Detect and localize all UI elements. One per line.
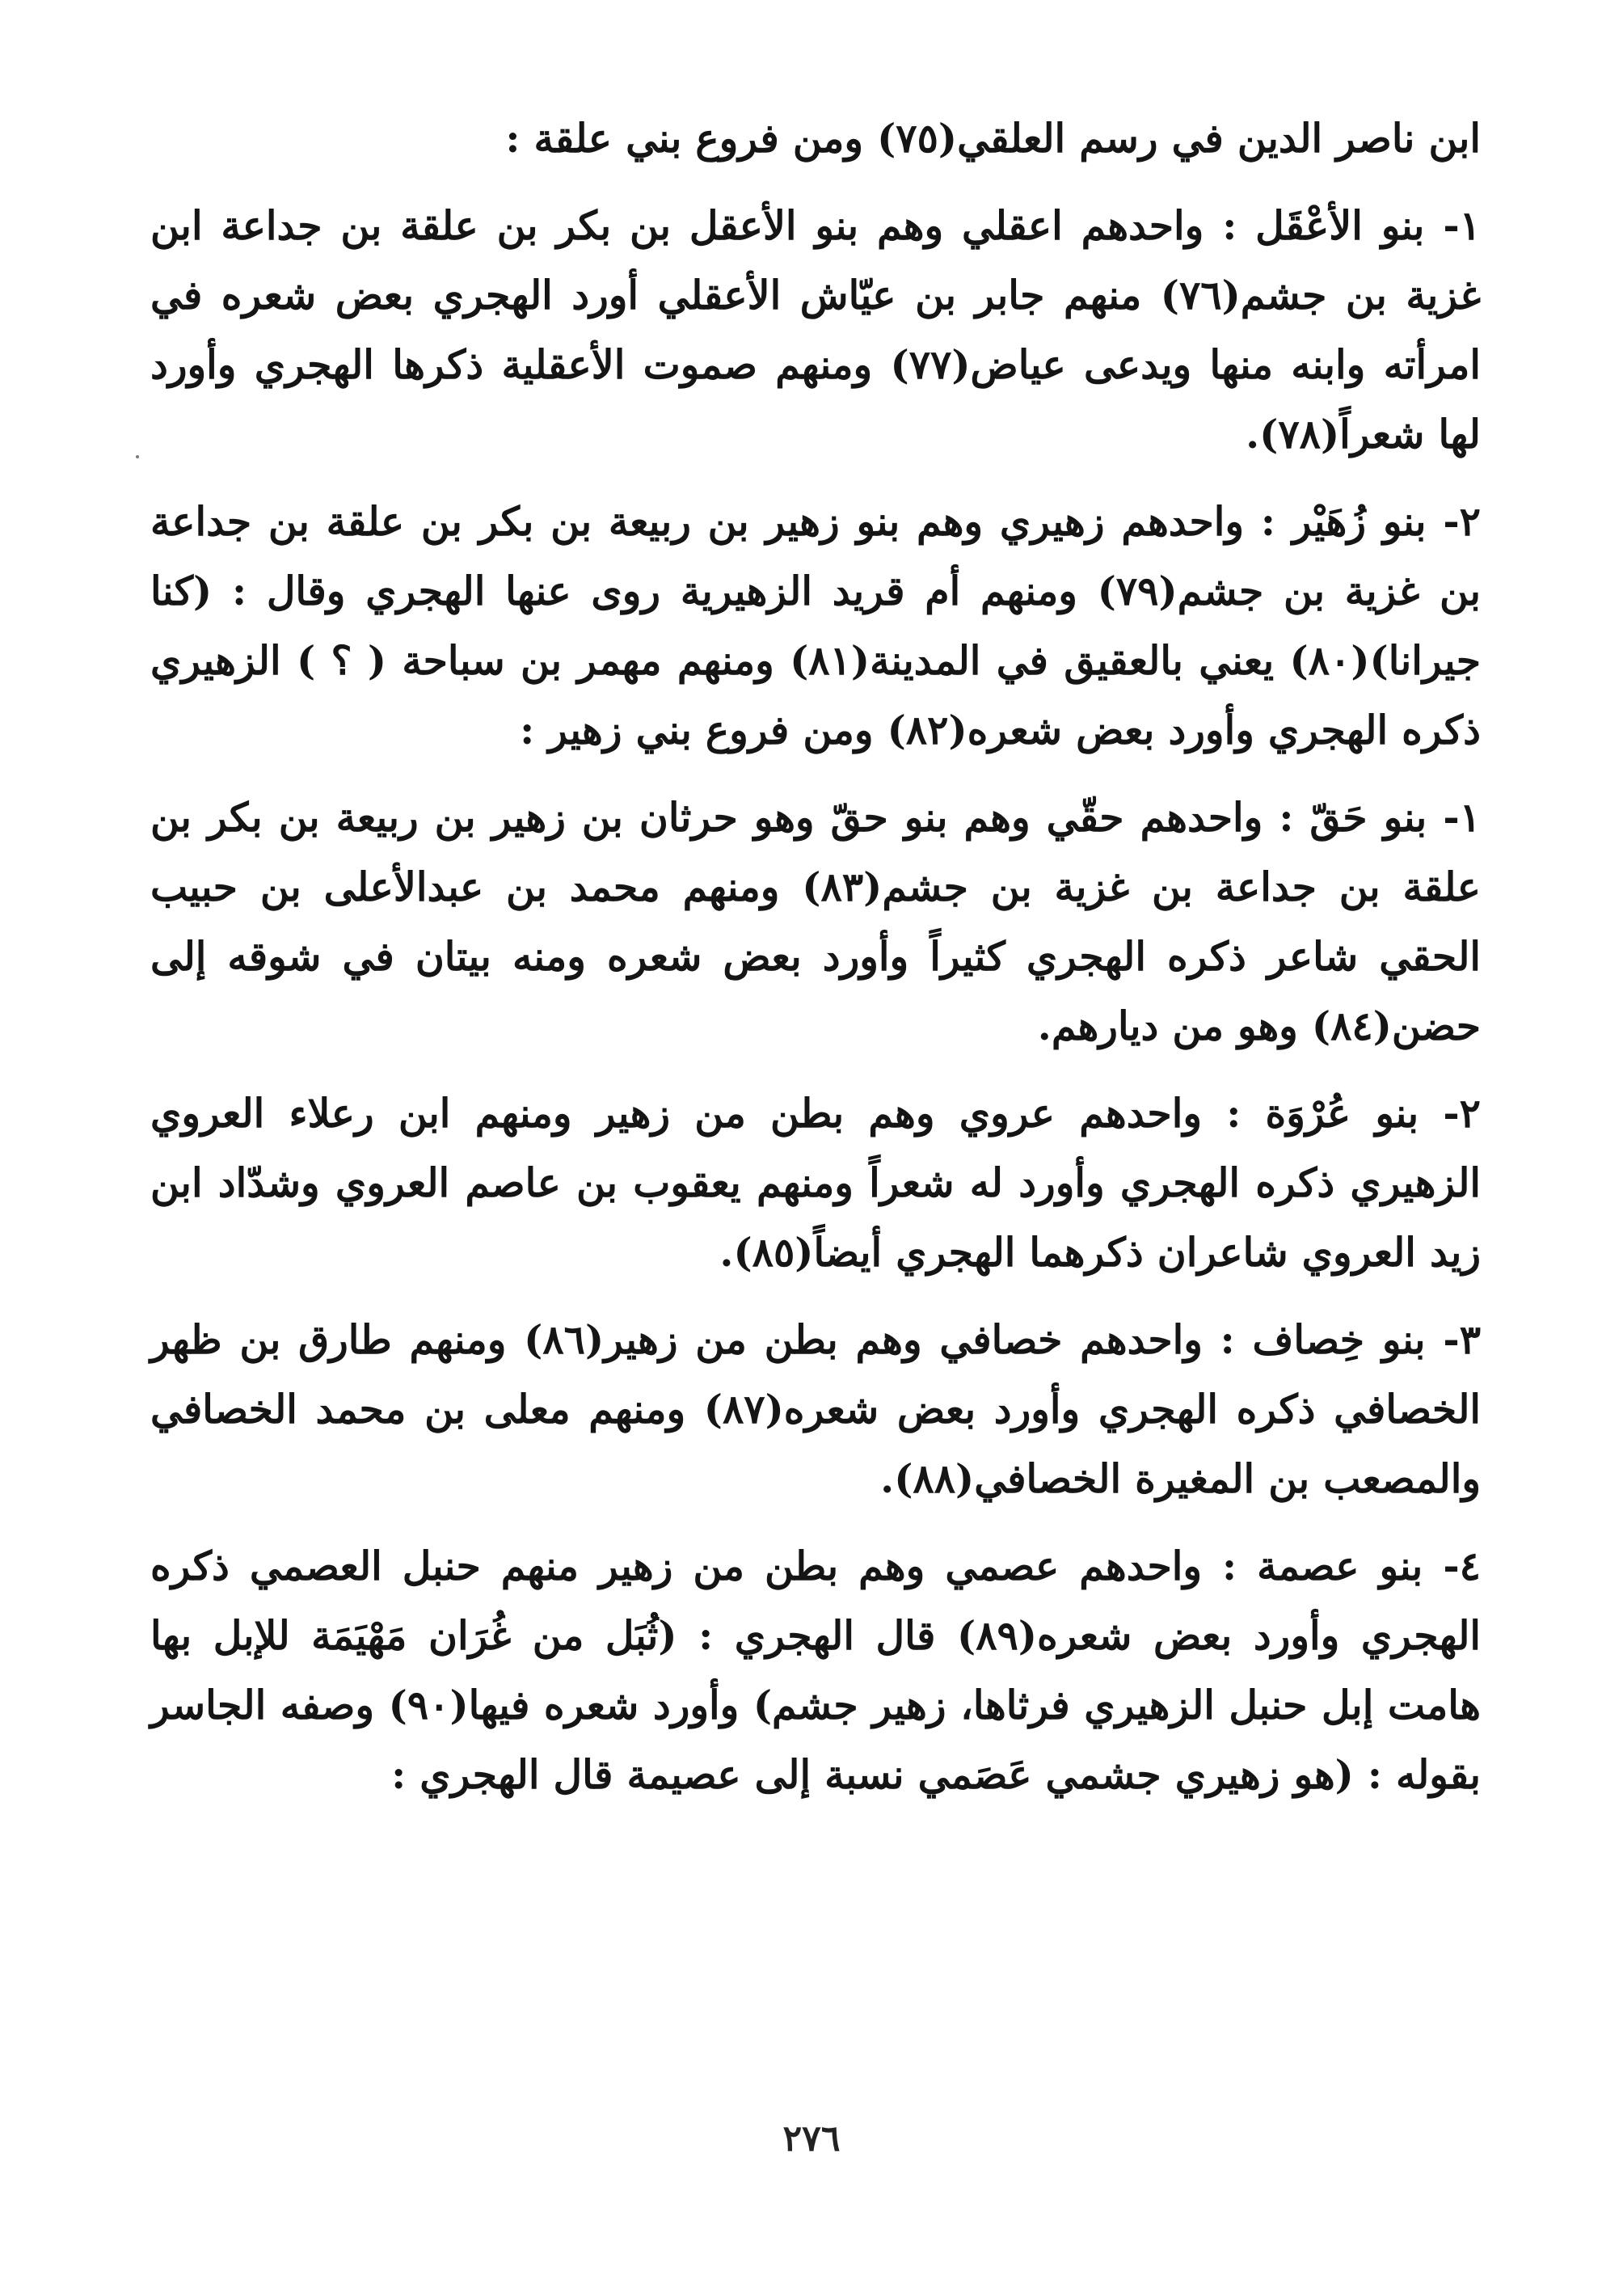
paragraph-banu-urwa: ٢- بنو عُرْوَة : واحدهم عروي وهم بطن من زهير ومنهم ابن رعلاء العروي الزهيري ذكره الهجري وأورد له شعراً ومنهم يعقوب بن عاصم العروي وشدّاد ابن زيد العروي شاعران ذكرهما الهجري أيضاً(٨٥). <box>150 1090 1481 1276</box>
paragraph-banu-isma: ٤- بنو عصمة : واحدهم عصمي وهم بطن من زهير منهم حنبل العصمي ذكره الهجري وأورد بعض شعره(٨٩) قال الهجري : (ثُبَل من غُرَان مَهْيَمَة للإبل بها هامت إبل حنبل الزهيري فرثاها، زهير جشم) وأورد شعره فيها(٩٠) وصفه الجاسر بقوله : (هو زهيري جشمي عَصَمي نسبة إلى عصيمة قال الهجري : <box>150 1543 1482 1798</box>
body-text <box>150 103 1481 1827</box>
paragraph-banu-haqq: ١- بنو حَقّ : واحدهم حقّي وهم بنو حقّ وهو حرثان بن زهير بن ربيعة بن بكر بن علقة بن جداعة بن غزية بن جشم(٨٣) ومنهم محمد بن عبدالأعلى بن حبيب الحقي شاعر ذكره الهجري كثيراً وأورد بعض شعره ومنه بيتان في شوقه إلى حضن(٨٤) وهو من ديارهم. <box>150 794 1482 1049</box>
page-number: ٢٧٦ <box>782 2118 841 2159</box>
paragraph-banu-aqal: ١- بنو الأعْقَل : واحدهم اعقلي وهم بنو الأعقل بن بكر بن علقة بن جداعة ابن غزية بن جشم(٧٦) منهم جابر بن عيّاش الأعقلي أورد الهجري بعض شعره في امرأته وابنه منها ويدعى عياض(٧٧) ومنهم صموت الأعقلية ذكرها الهجري وأورد لها شعراً(٧٨). <box>150 202 1481 458</box>
paragraph-banu-zuhayr: ٢- بنو زُهَيْر : واحدهم زهيري وهم بنو زهير بن ربيعة بن بكر بن علقة بن جداعة بن غزية بن جشم(٧٩) ومنهم أم قريد الزهيرية روى عنها الهجري وقال : (كنا جيرانا)(٨٠) يعني بالعقيق في المدينة(٨١) ومنهم مهمر بن سباحة ( ؟ ) الزهيري ذكره الهجري وأورد بعض شعره(٨٢) ومن فروع بني زهير : <box>150 498 1481 753</box>
scan-speck <box>136 455 139 458</box>
paragraph-banu-khisaf: ٣- بنو خِصاف : واحدهم خصافي وهم بطن من زهير(٨٦) ومنهم طارق بن ظهر الخصافي ذكره الهجري وأورد بعض شعره(٨٧) ومنهم معلى بن محمد الخصافي والمصعب بن المغيرة الخصافي(٨٨). <box>150 1316 1482 1502</box>
paragraph-intro-line: ابن ناصر الدين في رسم العلقي(٧٥) ومن فروع بني علقة : <box>505 115 1481 162</box>
